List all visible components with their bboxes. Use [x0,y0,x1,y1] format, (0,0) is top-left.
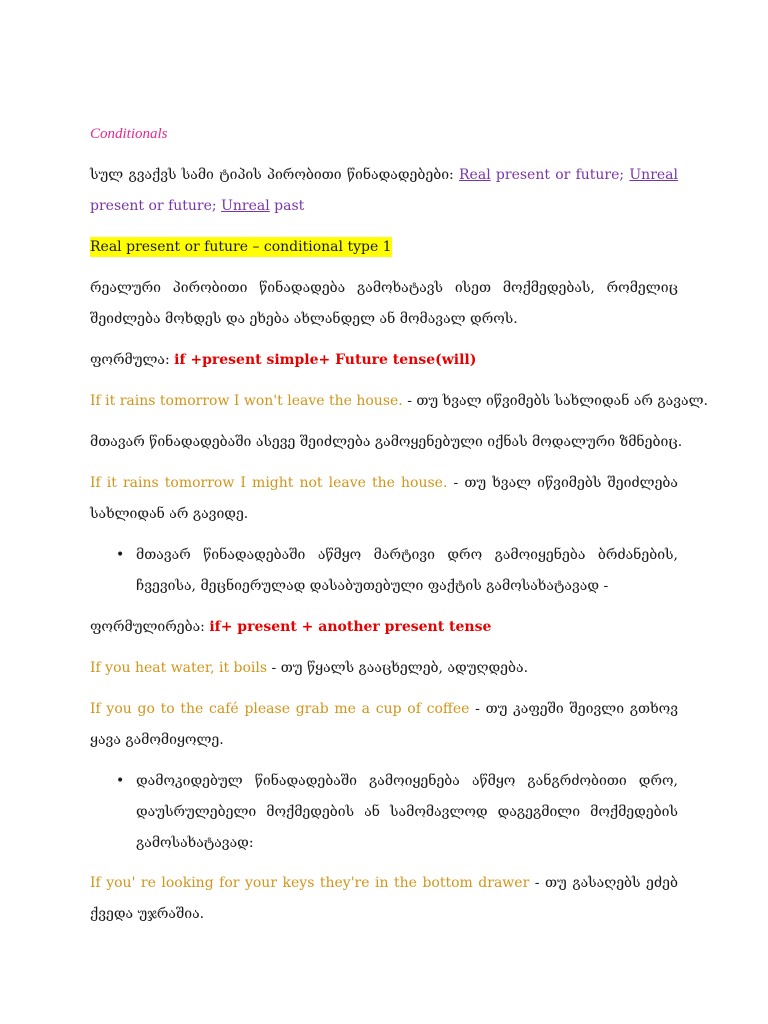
bullet-2-dot: • [116,773,125,789]
intro-paragraph [90,160,678,222]
intro-unreal-2: Unreal [221,198,270,214]
formula-1 [90,345,678,376]
example-4-georgian: - თუ კაფეში შეივლი გთხოვ ყავა გამომიყოლე. [90,701,678,748]
example-4-english: If you go to the café please grab me a cup of coffee [90,701,470,717]
example-3-georgian: - თუ წყალს გააცხელებ, ადუღდება. [267,660,529,676]
example-5-english: If you' re looking for your keys they're in the bottom drawer [90,875,530,891]
example-2-english: If it rains tomorrow I might not leave the house. [90,475,448,491]
intro-unreal-2-rest: past [269,198,305,214]
example-1-georgian: - თუ ხვალ იწვიმებს სახლიდან არ გავალ. [402,393,708,409]
formula-2-value: if+ present + another present tense [209,619,492,635]
bullet-1-text: მთავარ წინადადებაში აწმყო მარტივი დრო გამოიყენება ბრძანების, ჩვევისა, მეცნიერულად დასაბუთებული ფაქტის გამოსახატავად - [136,547,678,594]
example-1 [90,386,708,417]
intro-unreal-1-rest: present or future; [90,198,222,214]
example-2 [90,468,678,530]
section-heading-text: Real present or future – conditional type 1 [90,239,392,255]
example-5 [90,868,678,930]
formula-2-label: ფორმულირება: [90,619,210,635]
bullet-1-dot: • [116,547,125,563]
intro-unreal-1: Unreal [629,167,678,183]
example-4 [90,694,678,756]
example-3-english: If you heat water, it boils [90,660,268,676]
intro-text: სულ გვაქვს სამი ტიპის პირობითი წინადადებები: [90,167,460,183]
example-1-english: If it rains tomorrow I won't leave the house. [90,393,403,409]
example-2-georgian: - თუ ხვალ იწვიმებს შეიძლება სახლიდან არ გავიდე. [90,475,678,522]
description-paragraph: რეალური პირობითი წინადადება გამოხატავს ისეთ მოქმედებას, რომელიც შეიძლება მოხდეს და ეხება ახლანდელ ან მომავალ დროს. [90,280,678,327]
formula-1-value: if +present simple+ Future tense(will) [174,352,477,368]
formula-1-label: ფორმულა: [90,352,175,368]
example-3 [90,653,678,684]
intro-real: Real [459,167,491,183]
section-heading [90,232,678,263]
example-5-georgian: - თუ გასაღებს ეძებ ქვედა უჯრაშია. [90,875,678,922]
page-title: Conditionals [90,126,168,142]
bullet-2-text: დამოკიდებულ წინადადებაში გამოიყენება აწმყო განგრძობითი დრო, დაუსრულებელი მოქმედების ან სამომავლოდ დაგეგმილი მოქმედების გამოსახატავად: [136,773,678,851]
modal-note: მთავარ წინადადებაში ასევე შეიძლება გამოყენებული იქნას მოდალური ზმნებიც. [90,434,683,450]
formula-2 [90,612,678,643]
intro-real-rest: present or future; [490,167,630,183]
